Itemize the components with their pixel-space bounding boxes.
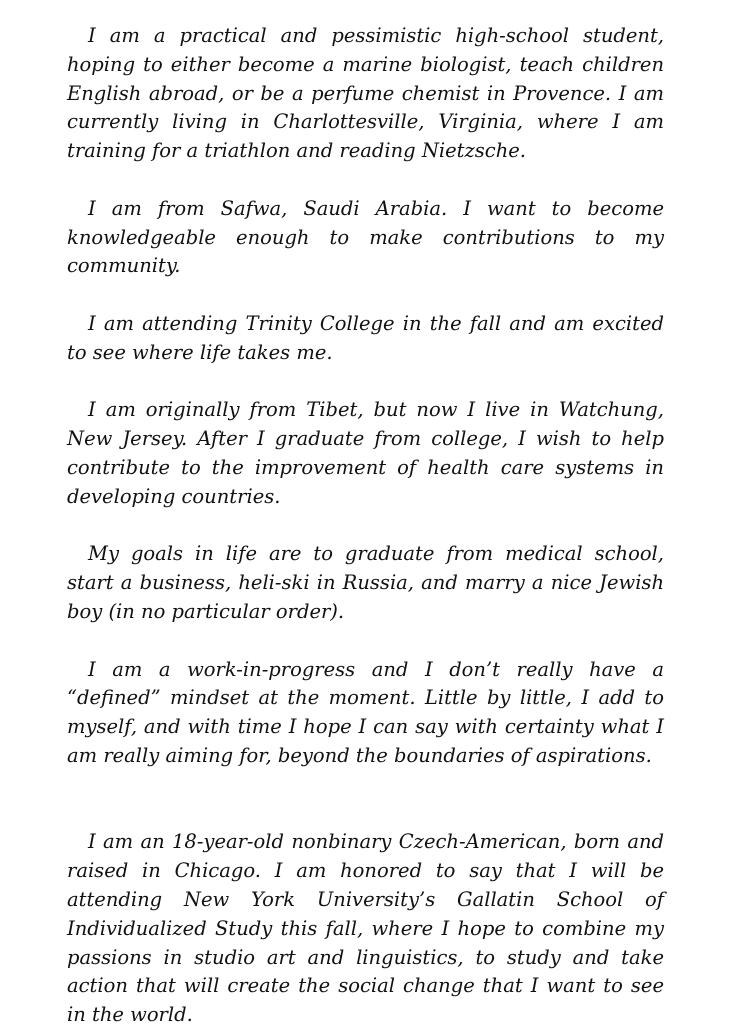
bio-paragraph: My goals in life are to graduate from medical school, start a business, heli-ski in Russia, and marry a nice Jewish boy (in no particular order). — [67, 542, 664, 623]
bio-paragraph: I am from Safwa, Saudi Arabia. I want to become knowledgeable enough to make contributions to my community. — [67, 196, 664, 278]
bio-paragraph: I am originally from Tibet, but now I live in Watchung, New Jersey. After I graduate from college, I wish to help contribute to the improvement of health care systems in developing countries. — [67, 398, 664, 508]
contributor-bios — [67, 22, 664, 1030]
bio-paragraph: I am an 18-year-old nonbinary Czech-American, born and raised in Chicago. I am honored to say that I will be attending New York University’s Gallatin School of Individualized Study this fall, where I hope to combine my passions in studio art and linguistics, to study and take action that will create the social change that I want to see in the world. — [67, 830, 664, 1027]
bio-paragraph: I am a work-in-progress and I don’t really have a “defined” mindset at the moment. Little by little, I add to myself, and with time I hope I can say with certainty what I am really aiming for, beyond the boundaries of aspirations. — [67, 657, 664, 767]
bio-paragraph: I am a practical and pessimistic high-school student, hoping to either become a marine biologist, teach children English abroad, or be a perfume chemist in Provence. I am currently living in Charlottesville, Virginia, where I am training for a triathlon and reading Nietzsche. — [67, 24, 664, 163]
bio-paragraph: I am attending Trinity College in the fall and am excited to see where life takes me. — [67, 311, 664, 364]
